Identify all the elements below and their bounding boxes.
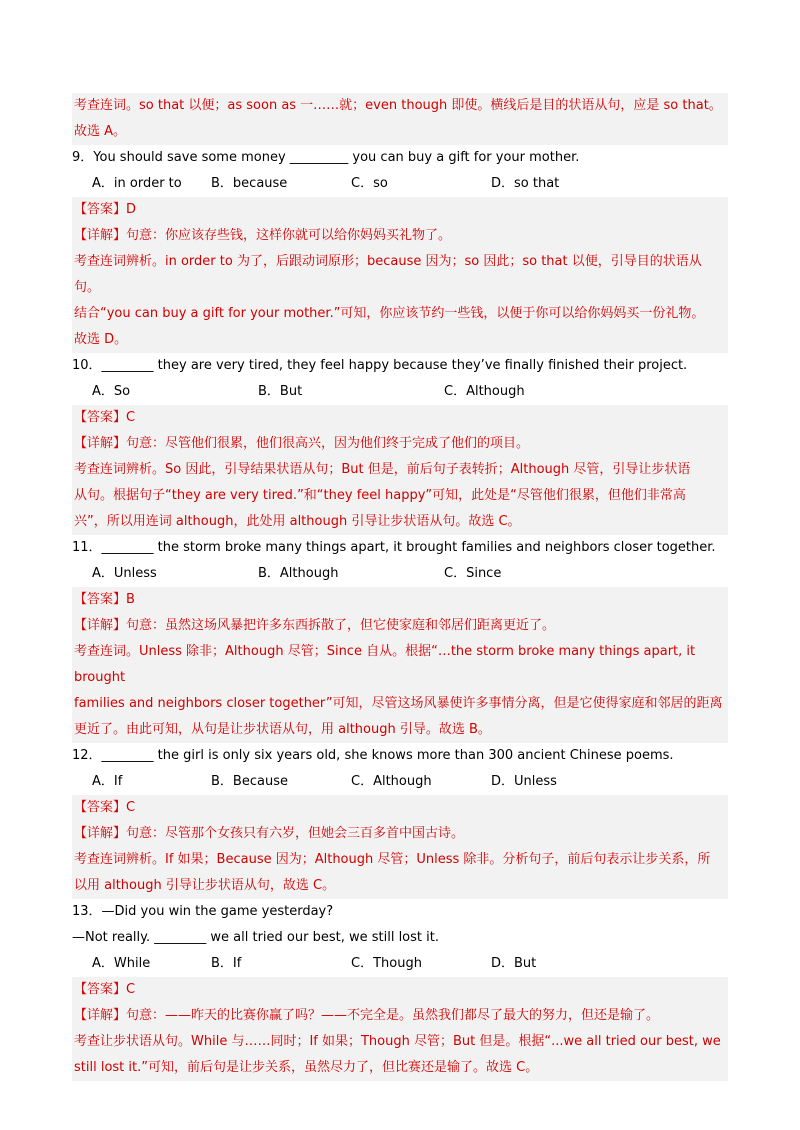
option-b: B．If xyxy=(211,956,242,971)
option-c: C．Although xyxy=(444,384,525,399)
detail-line: 【详解】句意：——昨天的比赛你赢了吗？——不完全是。虽然我们都尽了最大的努力，但还是输了。 xyxy=(74,1008,660,1023)
option-a: A．in order to xyxy=(92,176,182,191)
explanation-line: 考查连词。so that 以便；as soon as 一……就；even though 即使。横线后是目的状语从句，应是 so that。 xyxy=(74,98,722,113)
answer-label: 【答案】C xyxy=(74,982,136,997)
option-c: C．Though xyxy=(351,956,422,971)
detail-line: 【详解】句意：虽然这场风暴把许多东西拆散了，但它使家庭和邻居们距离更近了。 xyxy=(74,618,556,633)
question-10 xyxy=(72,353,728,535)
option-d: D．Unless xyxy=(491,774,557,789)
option-b: B．But xyxy=(258,384,303,399)
question-stem: 10．________ they are very tired, they feel happy because they’ve finally finished their project. xyxy=(72,358,688,373)
question-stem: 12．________ the girl is only six years old, she knows more than 300 ancient Chinese poems. xyxy=(72,748,674,763)
option-a: A．If xyxy=(92,774,123,789)
option-c: C．so xyxy=(351,176,388,191)
detail-line: families and neighbors closer together”可知，尽管这场风暴使许多事情分离，但是它使得家庭和邻居的距离 xyxy=(74,696,723,711)
answer-block xyxy=(72,795,728,899)
detail-line: 考查连词辨析。If 如果；Because 因为；Although 尽管；Unless 除非。分析句子，前后句表示让步关系，所 xyxy=(74,852,711,867)
detail-line: 考查连词辨析。in order to 为了，后跟动词原形；because 因为；so 因此；so that 以便，引导目的状语从句。 xyxy=(74,254,702,295)
detail-line: 【详解】句意：尽管那个女孩只有六岁，但她会三百多首中国古诗。 xyxy=(74,826,465,841)
detail-line: 兴”，所以用连词 although，此处用 although 引导让步状语从句。故选 C。 xyxy=(74,514,521,529)
question-13 xyxy=(72,899,728,1081)
explanation-line: 故选 A。 xyxy=(74,124,127,139)
detail-line: 【详解】句意：尽管他们很累，他们很高兴，因为他们终于完成了他们的项目。 xyxy=(74,436,530,451)
option-b: B．Although xyxy=(258,566,339,581)
options-row xyxy=(72,561,728,587)
answer-block xyxy=(72,197,728,353)
answer-label: 【答案】C xyxy=(74,410,136,425)
option-d: D．But xyxy=(491,956,537,971)
answer-block xyxy=(72,587,728,743)
option-b: B．because xyxy=(211,176,288,191)
option-a: A．So xyxy=(92,384,131,399)
question-11 xyxy=(72,535,728,743)
option-d: D．so that xyxy=(491,176,560,191)
options-row xyxy=(72,769,728,795)
question-stem: 11．________ the storm broke many things apart, it brought families and neighbors closer together. xyxy=(72,540,716,555)
detail-line: 故选 D。 xyxy=(74,332,128,347)
detail-line: 考查连词辨析。So 因此，引导结果状语从句；But 但是，前后句子表转折；Although 尽管，引导让步状语 xyxy=(74,462,691,477)
detail-line: still lost it.”可知，前后句是让步关系，虽然尽力了，但比赛还是输了。故选 C。 xyxy=(74,1060,539,1075)
detail-line: 【详解】句意：你应该存些钱，这样你就可以给你妈妈买礼物了。 xyxy=(74,228,452,243)
question-stem: 9．You should save some money _________ you can buy a gift for your mother. xyxy=(72,150,580,165)
detail-line: 以用 although 引导让步状语从句，故选 C。 xyxy=(74,878,336,893)
previous-explanation xyxy=(72,93,728,145)
answer-label: 【答案】C xyxy=(74,800,136,815)
question-stem-line-2: —Not really. ________ we all tried our best, we still lost it. xyxy=(72,930,439,945)
document-body xyxy=(72,93,728,1081)
option-c: C．Although xyxy=(351,774,432,789)
detail-line: 考查连词。Unless 除非；Although 尽管；Since 自从。根据“…the storm broke many things apart, it brought xyxy=(74,644,696,685)
option-a: A．While xyxy=(92,956,151,971)
question-9 xyxy=(72,145,728,353)
answer-block xyxy=(72,977,728,1081)
question-12 xyxy=(72,743,728,899)
option-b: B．Because xyxy=(211,774,288,789)
detail-line: 更近了。由此可知，从句是让步状语从句，用 although 引导。故选 B。 xyxy=(74,722,491,737)
answer-label: 【答案】B xyxy=(74,592,135,607)
detail-line: 从句。根据句子“they are very tired.”和“they feel happy”可知，此处是“尽管他们很累，但他们非常高 xyxy=(74,488,686,503)
detail-line: 结合“you can buy a gift for your mother.”可知，你应该节约一些钱，以便于你可以给你妈妈买一份礼物。 xyxy=(74,306,705,321)
options-row xyxy=(72,951,728,977)
option-a: A．Unless xyxy=(92,566,157,581)
detail-line: 考查让步状语从句。While 与……同时；If 如果；Though 尽管；But 但是。根据“...we all tried our best, we xyxy=(74,1034,721,1049)
answer-block xyxy=(72,405,728,535)
options-row xyxy=(72,379,728,405)
options-row xyxy=(72,171,728,197)
question-stem: 13．—Did you win the game yesterday? xyxy=(72,904,334,919)
option-c: C．Since xyxy=(444,566,502,581)
answer-label: 【答案】D xyxy=(74,202,137,217)
